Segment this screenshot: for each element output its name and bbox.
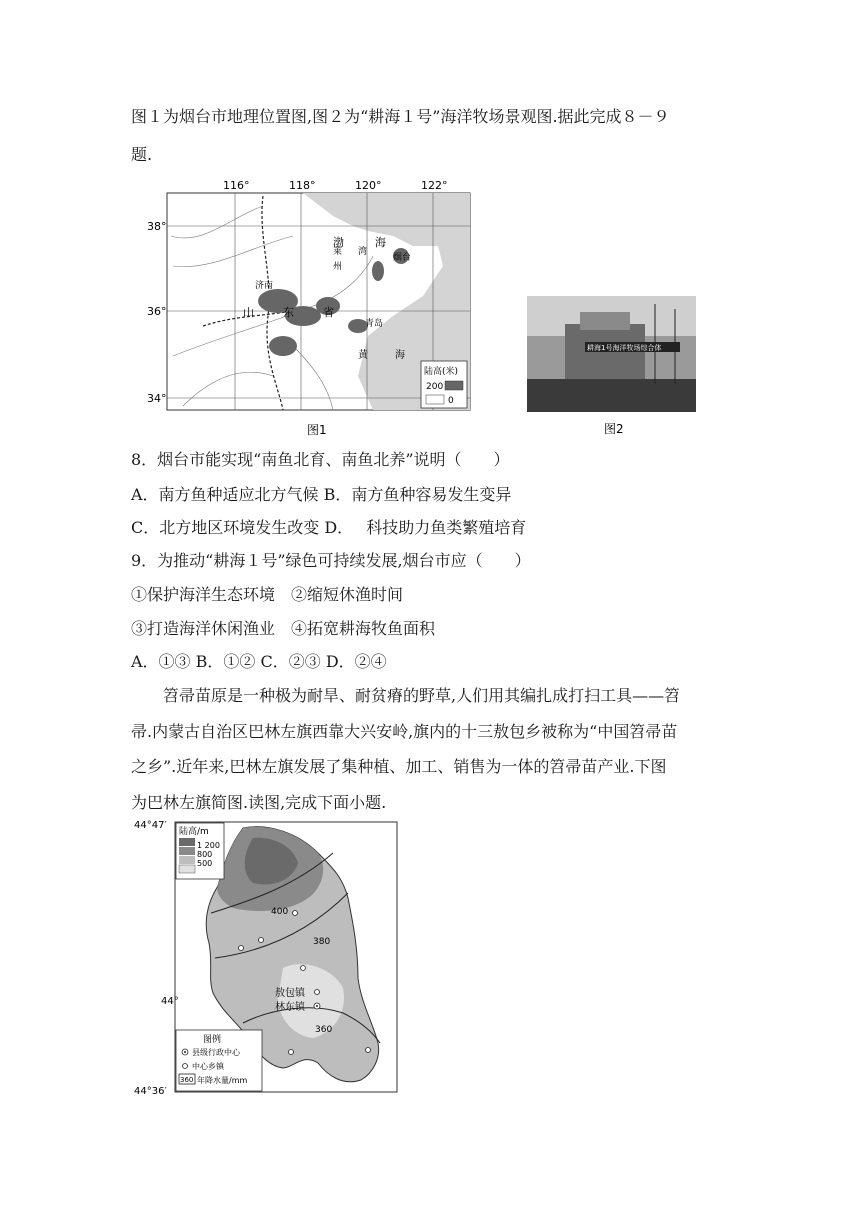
fig1-legend-0: 0	[448, 396, 454, 406]
place-dong: 东	[283, 306, 294, 319]
fig1-lon-120: 120°	[355, 179, 382, 192]
q9-options: A．①③ B．①② C．②③ D．②④	[131, 652, 387, 671]
fig1-lon-118: 118°	[289, 179, 316, 192]
q9-items-12: ①保护海洋生态环境 ②缩短休渔时间	[131, 585, 404, 604]
town-aobao: 敖包镇	[275, 988, 305, 999]
fig2-banner: 耕海1号海洋牧场综合体	[587, 344, 662, 352]
isohyet-360: 360	[315, 1025, 333, 1035]
fig1-lat-36: 36°	[147, 305, 167, 318]
fig3-legend-1200: 1 200	[197, 841, 220, 850]
place-shan: 山	[243, 306, 254, 319]
fig1-legend-200: 200	[426, 382, 444, 392]
passage-line-3: 之乡”.近年来,巴林左旗发展了集种植、加工、销售为一体的笤帚苗产业.下图	[131, 757, 667, 776]
fig1-caption: 图1	[307, 423, 327, 437]
figure2-ranch-photo	[525, 294, 698, 438]
place-qingdao: 青岛	[365, 319, 384, 329]
fig1-lat-38: 38°	[147, 220, 167, 233]
fig3-key-title: 图例	[203, 1035, 222, 1045]
place-zhou: 州	[333, 262, 343, 272]
fig3-legend-800: 800	[197, 850, 213, 859]
intro-line-1: 图１为烟台市地理位置图,图２为“耕海１号”海洋牧场景观图.据此完成８－９	[131, 107, 670, 126]
fig3-lat-44: 44°	[161, 996, 179, 1007]
place-lai: 莱	[333, 247, 343, 257]
fig1-lon-122: 122°	[421, 179, 448, 192]
passage-line-2: 帚.内蒙古自治区巴林左旗西靠大兴安岭,旗内的十三敖包乡被称为“中国笤帚苗	[131, 722, 678, 741]
place-sheng: 省	[323, 306, 334, 319]
place-huang: 黄	[358, 350, 368, 361]
q8-stem: 8．烟台市能实现“南鱼北育、南鱼北养”说明（ ）	[131, 450, 510, 469]
fig1-lon-116: 116°	[223, 179, 250, 192]
isohyet-400: 400	[271, 907, 289, 917]
fig1-legend-title: 陆高(米)	[424, 367, 459, 377]
figure3-balin-map	[133, 818, 400, 1096]
place-huanghai: 海	[395, 350, 405, 361]
fig3-lat-4436: 44°36′	[134, 1086, 167, 1096]
passage-line-1: 笤帚苗原是一种极为耐旱、耐贫瘠的野草,人们用其编扎成打扫工具——笤	[131, 686, 681, 705]
q9-items-34: ③打造海洋休闲渔业 ④拓宽耕海牧鱼面积	[131, 619, 436, 638]
isohyet-380: 380	[313, 937, 331, 947]
place-wan: 湾	[358, 247, 368, 257]
fig3-lat-4447: 44°47′	[134, 820, 167, 831]
fig2-caption: 图2	[604, 422, 624, 436]
q8-options-ab: A．南方鱼种适应北方气候 B．南方鱼种容易发生变异	[131, 485, 512, 504]
fig3-key-county: 县级行政中心	[192, 1048, 240, 1057]
fig3-legend-500: 500	[197, 859, 213, 868]
town-lindong: 林东镇	[275, 1002, 305, 1013]
place-hai: 海	[375, 236, 386, 249]
place-jinan: 济南	[255, 281, 274, 291]
fig1-lat-34: 34°	[147, 392, 167, 405]
fig3-key-township: 中心乡镇	[192, 1062, 224, 1071]
passage-line-4: 为巴林左旗简图.读图,完成下面小题.	[131, 793, 387, 812]
fig3-key-sample: 360	[180, 1076, 194, 1084]
place-yantai: 烟台	[393, 253, 412, 263]
figure1-location-map	[143, 176, 473, 438]
fig3-key-precip: 年降水量/mm	[197, 1076, 248, 1085]
intro-line-2: 题.	[131, 145, 153, 164]
q9-stem: 9．为推动“耕海１号”绿色可持续发展,烟台市应（ ）	[131, 551, 531, 570]
q8-options-cd: C．北方地区环境发生改变 D． 科技助力鱼类繁殖培育	[131, 518, 527, 537]
fig3-legend-title: 陆高/m	[179, 827, 209, 837]
place-bo: 渤	[333, 236, 344, 249]
